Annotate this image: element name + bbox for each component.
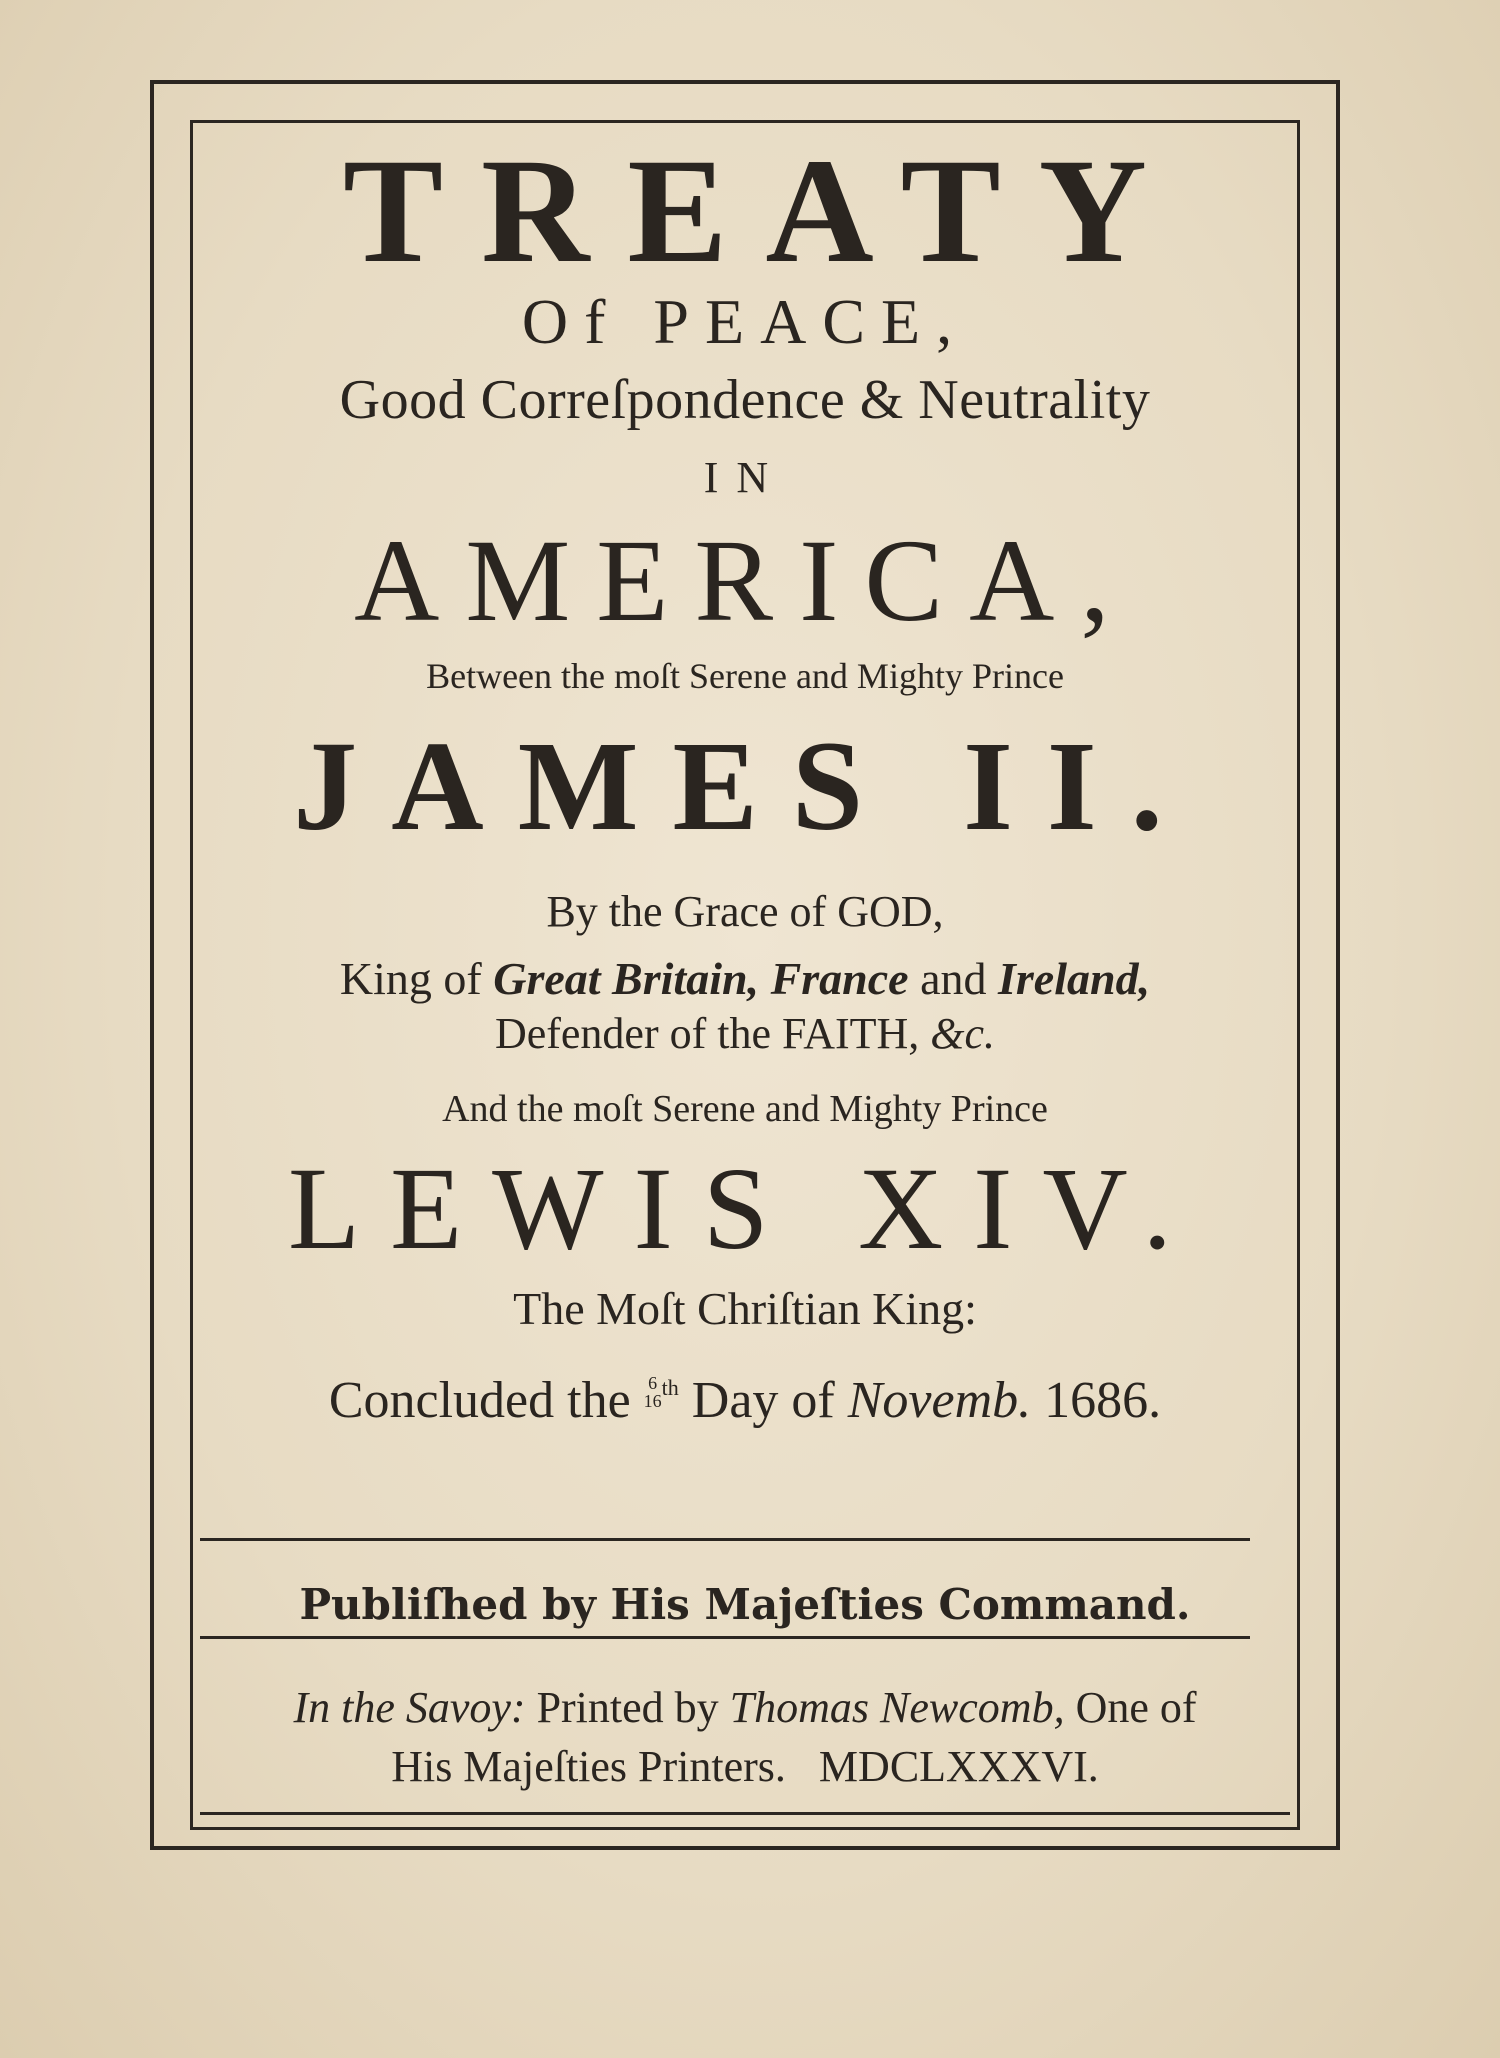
lewis-xiv: LEWIS XIV. (288, 1143, 1202, 1274)
concluded-line (200, 1374, 1290, 1427)
king-of-line (200, 953, 1290, 1004)
great-britain: Great Britain, (493, 953, 760, 1004)
etc: &c. (930, 1009, 996, 1058)
date-suffix: th (661, 1375, 679, 1400)
imprint-place: In the Savoy: (293, 1683, 526, 1732)
title-block (200, 130, 1290, 1427)
rule-bottom (200, 1812, 1290, 1815)
between-line: Between the moſt Serene and Mighty Prince (426, 656, 1064, 696)
imprint-one-of: One of (1064, 1683, 1197, 1732)
ireland: Ireland, (997, 953, 1151, 1004)
concluded-prefix: Concluded the (328, 1372, 644, 1429)
james-ii: JAMES II. (293, 715, 1197, 857)
november: Novemb. (847, 1372, 1032, 1429)
imprint-printed: Printed by (525, 1683, 730, 1732)
concluded-day: Day of (678, 1372, 848, 1429)
published-by-command: Publiſhed by His Majeſties Command. (299, 1580, 1191, 1629)
imprint (200, 1682, 1290, 1794)
france: France (770, 953, 909, 1004)
and-most-line: And the moſt Serene and Mighty Prince (442, 1088, 1048, 1130)
rule-below-published (200, 1636, 1250, 1639)
title-of-peace: Of PEACE, (521, 286, 969, 357)
grace-of-god: By the Grace of GOD, (546, 887, 944, 936)
title-good-correspondence: Good Correſpondence & Neutrality (339, 369, 1151, 431)
king-prefix: King of (339, 953, 494, 1004)
year-numeric: 1686. (1031, 1372, 1162, 1429)
defender-line (200, 1009, 1290, 1058)
printer-name: Thomas Newcomb, (729, 1683, 1065, 1732)
date-denominator: 16 (643, 1391, 662, 1411)
date-numerator: 6 (648, 1373, 658, 1393)
defender-text: Defender of the FAITH, (494, 1009, 931, 1058)
title-america: AMERICA, (354, 515, 1136, 646)
imprint-line-2 (200, 1741, 1290, 1794)
and-word: and (908, 953, 998, 1004)
title-in: IN (703, 453, 787, 502)
title-treaty: TREATY (343, 128, 1185, 294)
rule-above-published (200, 1538, 1250, 1541)
date-fraction (644, 1374, 662, 1410)
year-roman: MDCLXXXVI. (818, 1741, 1099, 1791)
most-christian-king: The Moſt Chriſtian King: (513, 1283, 977, 1334)
imprint-printers: His Majeſties Printers. (391, 1741, 786, 1791)
